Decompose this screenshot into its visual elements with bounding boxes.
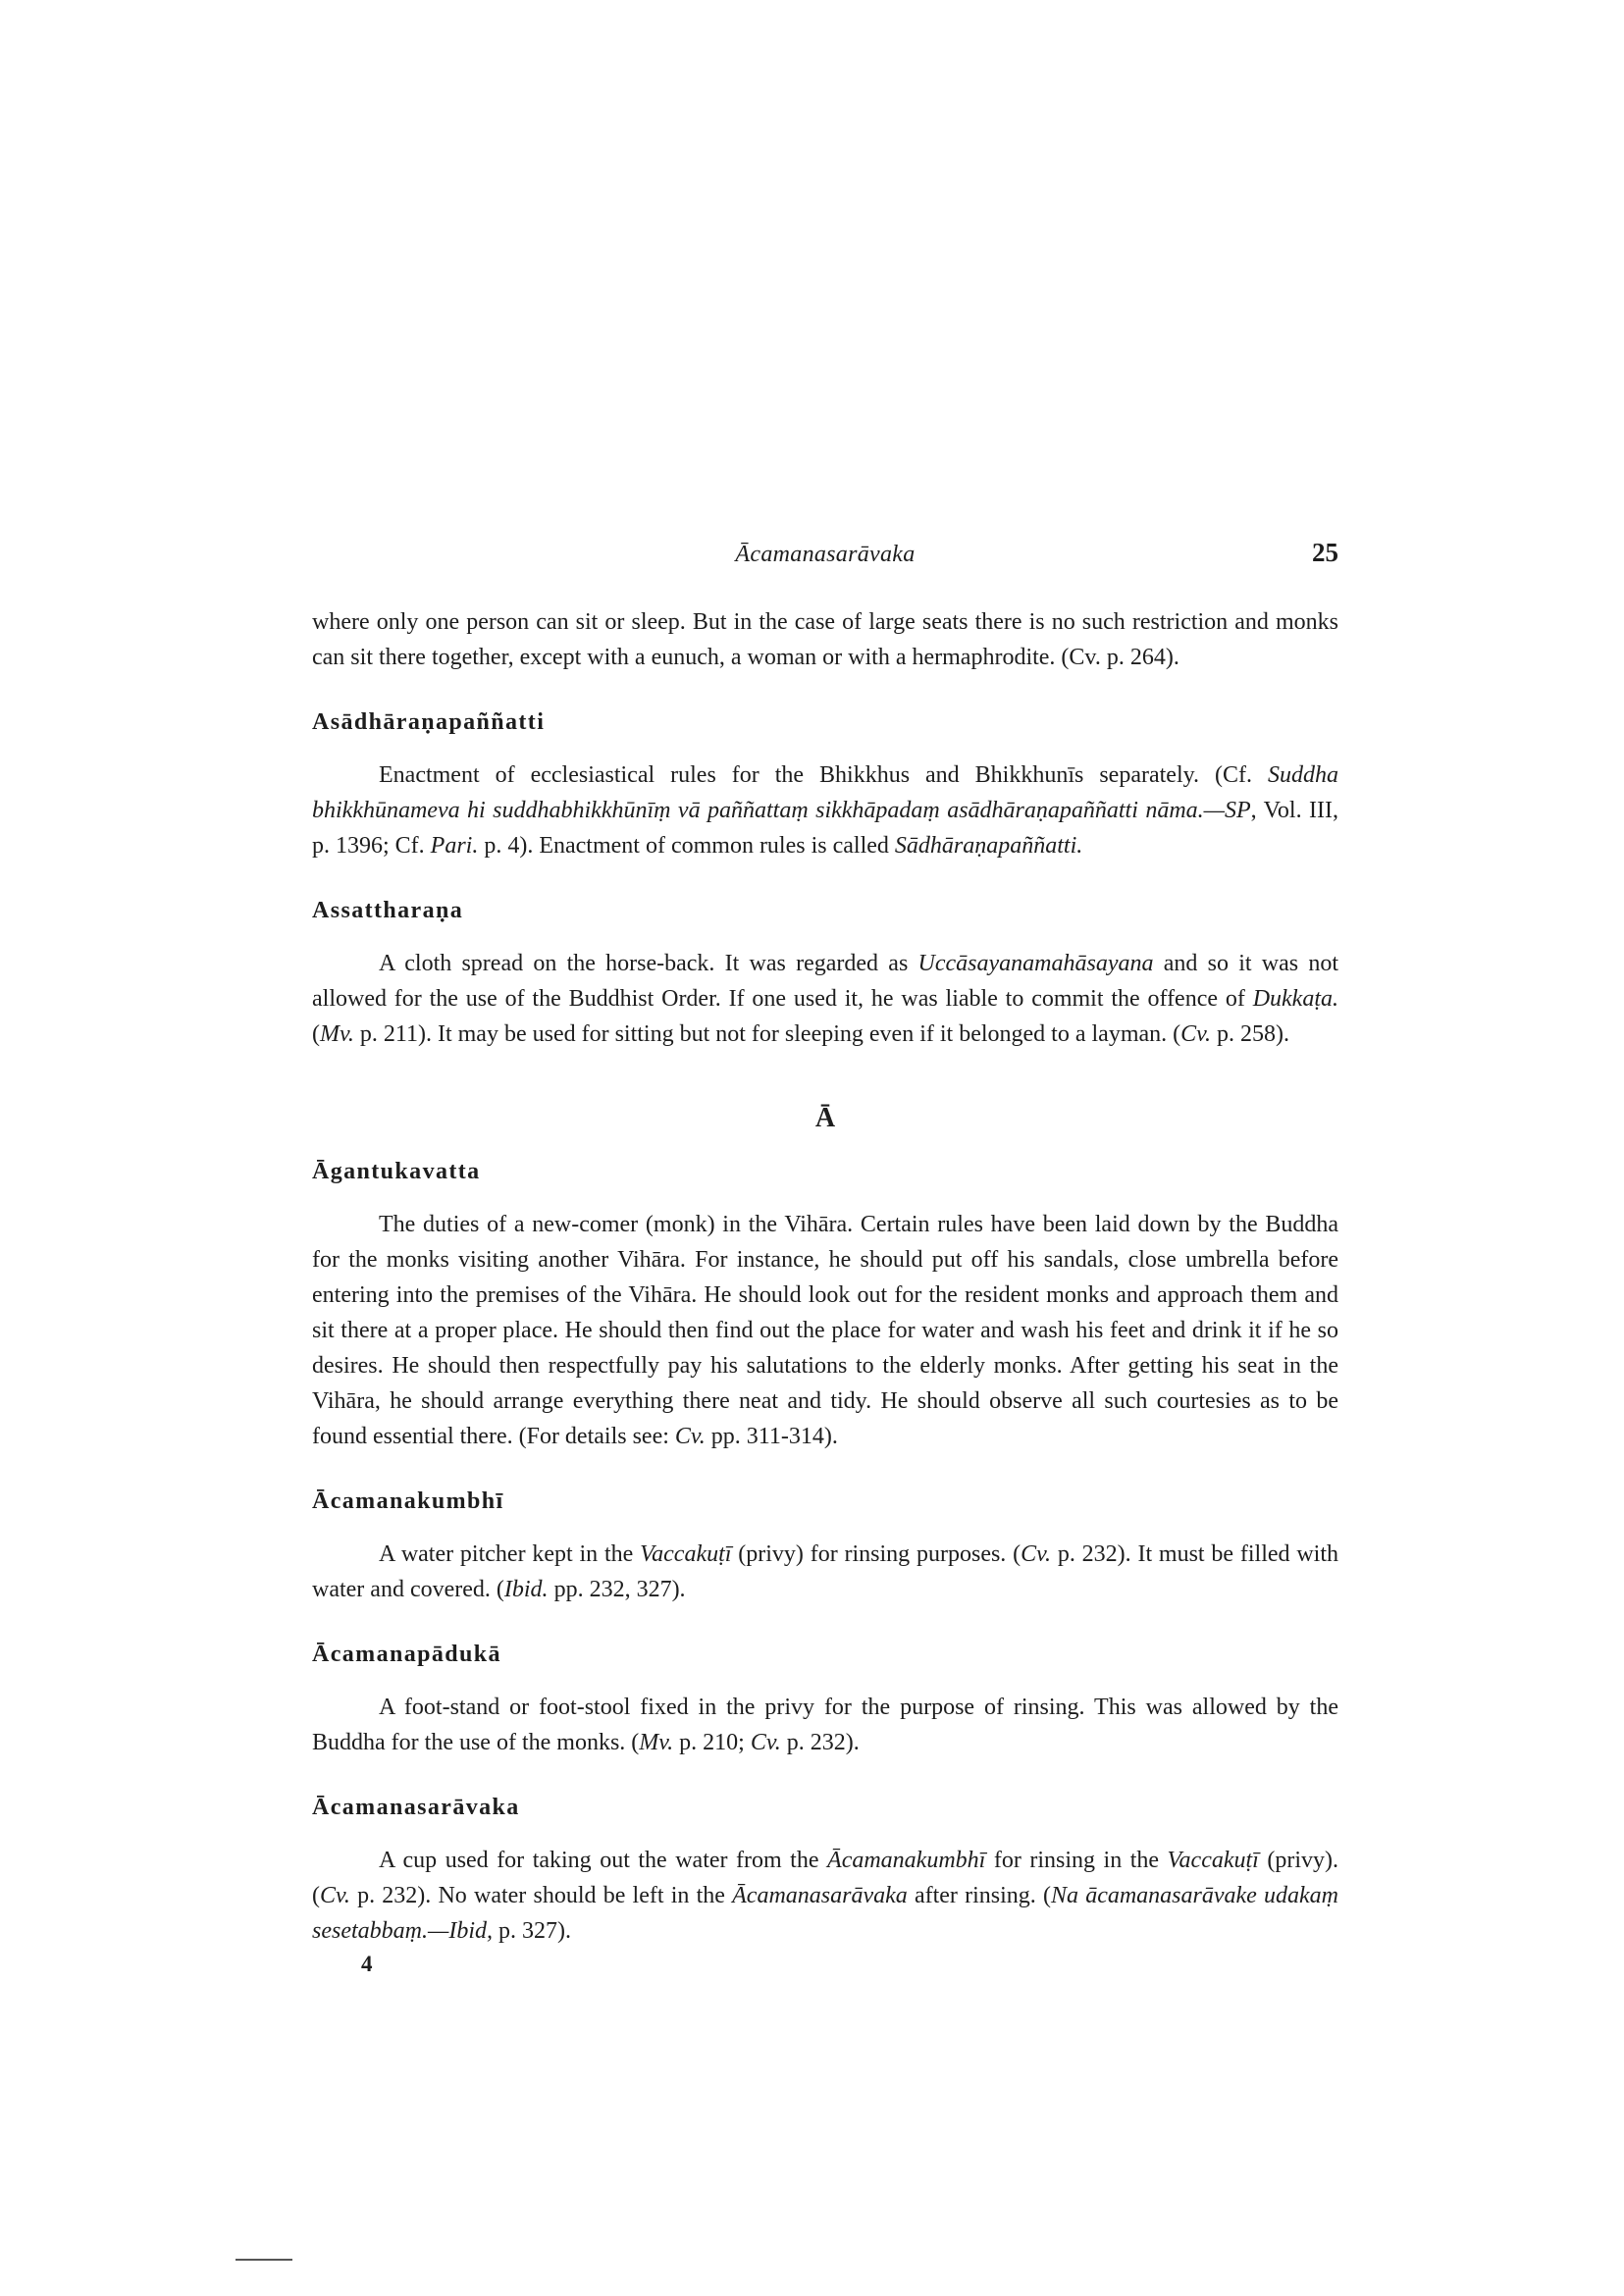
cv-reference: Cv.	[1021, 1541, 1052, 1567]
entry-acamanasaravaka	[312, 1843, 1338, 1949]
text: pp. 311-314).	[705, 1424, 838, 1449]
heading-acamanakumbhi: Ācamanakumbhī	[312, 1488, 504, 1514]
heading-acamanasaravaka: Ācamanasarāvaka	[312, 1795, 520, 1820]
text: p. 258).	[1211, 1021, 1290, 1047]
saravaka-term: Ācamanasarāvaka	[732, 1883, 908, 1908]
text: p. 232). No water should be left in the	[349, 1883, 733, 1908]
page	[312, 538, 1338, 1978]
text: The duties of a new-comer (monk) in the Vihāra. Certain rules have been laid down by the Buddha for the monks visiting another Vihāra. For instance, he should put off his sandals, close umbrella before entering into the premises of the Vihāra. He should look out for the resident monks and approach them and sit there at a proper place. He should then find out the place for water and wash his feet and drink it if he so desires. He should then respectfully pay his salutations to the elderly monks. After getting his seat in the Vihāra, he should arrange everything there neat and tidy. He should observe all such courtesies as to be found essential there. (For details see:	[312, 1212, 1338, 1449]
running-title: Ācamanasarāvaka	[735, 542, 916, 567]
sadharana-term: Sādhāraṇapaññatti.	[894, 833, 1083, 859]
dukkata-term: Dukkaṭa.	[1252, 986, 1338, 1012]
ucca-term: Uccāsayanamahāsayana	[917, 951, 1154, 976]
text: (privy) for rinsing purposes. (	[731, 1541, 1022, 1567]
mv-reference: Mv.	[639, 1730, 674, 1755]
text: A water pitcher kept in the	[379, 1541, 641, 1567]
text: after rinsing. (	[907, 1883, 1051, 1908]
ibid-reference: Ibid.	[503, 1577, 549, 1602]
text: p. 232). It must be filled with water and covered. (	[312, 1541, 1339, 1602]
kumbhi-term: Ācamanakumbhī	[827, 1848, 986, 1873]
entry-acamanapaduka	[312, 1690, 1338, 1760]
heading-agantukavatta: Āgantukavatta	[312, 1159, 481, 1184]
heading-acamanapaduka: Ācamanapādukā	[312, 1642, 501, 1667]
text: p. 4). Enactment of common rules is called	[478, 833, 895, 859]
entry-asadharanapannatti	[312, 757, 1338, 863]
text: A cup used for taking out the water from the	[379, 1848, 828, 1873]
text: , Vol. III, p. 1396; Cf.	[312, 798, 1339, 859]
text: p. 210;	[673, 1730, 751, 1755]
text: p. 232).	[780, 1730, 860, 1755]
intro-paragraph: where only one person can sit or sleep. But in the case of large seats there is no such restriction and monks can sit there together, except with a eunuch, a woman or with a hermaphrodite. (Cv. p. 264).	[312, 609, 1338, 670]
section-letter: Ā	[814, 1103, 836, 1133]
heading-assattharana: Assattharaṇa	[312, 898, 464, 923]
text: A foot-stand or foot-stool fixed in the privy for the purpose of rinsing. This was allowed by the Buddha for the use of the monks. (	[312, 1695, 1338, 1755]
text: Enactment of ecclesiastical rules for the Bhikkhus and Bhikkhunīs separately. (Cf.	[379, 762, 1268, 788]
cv-reference: Cv.	[674, 1424, 706, 1449]
heading-asadharanapannatti: Asādhāraṇapaññatti	[312, 709, 546, 735]
pali-quote: Suddha bhikkhūnameva hi suddhabhikkhūnīṃ vā paññattaṃ sikkhāpadaṃ asādhāraṇapaññatti nāma.—SP	[312, 762, 1338, 823]
entry-agantukavatta	[312, 1207, 1338, 1454]
footer-rule	[236, 2259, 292, 2261]
vaccakuti-term: Vaccakuṭī	[1167, 1848, 1259, 1873]
mv-reference: Mv.	[320, 1021, 354, 1047]
text: p. 327).	[492, 1918, 571, 1944]
text: for rinsing in the	[985, 1848, 1168, 1873]
text: and so it was not allowed for the use of the Buddhist Order. If one used it, he was liable to commit the offence of	[312, 951, 1338, 1012]
text: (privy). (	[312, 1848, 1339, 1908]
text: (	[312, 1021, 320, 1047]
pari-reference: Pari.	[430, 833, 479, 859]
entry-acamanakumbhi	[312, 1537, 1338, 1607]
text: A cloth spread on the horse-back. It was regarded as	[379, 951, 918, 976]
sheet-number: 4	[361, 1952, 373, 1976]
running-head	[312, 538, 1338, 581]
cv-reference: Cv.	[750, 1730, 781, 1755]
text: p. 211). It may be used for sitting but not for sleeping even if it belonged to a layman. (	[353, 1021, 1181, 1047]
vaccakuti-term: Vaccakuṭī	[640, 1541, 732, 1567]
entry-assattharana	[312, 946, 1338, 1052]
pali-quote: Na ācamanasarāvake udakaṃ sesetabbaṃ.—Ibid,	[312, 1883, 1338, 1944]
cv-reference: Cv.	[1180, 1021, 1212, 1047]
page-number: 25	[1312, 538, 1338, 567]
text: pp. 232, 327).	[548, 1577, 686, 1602]
cv-reference: Cv.	[320, 1883, 350, 1908]
